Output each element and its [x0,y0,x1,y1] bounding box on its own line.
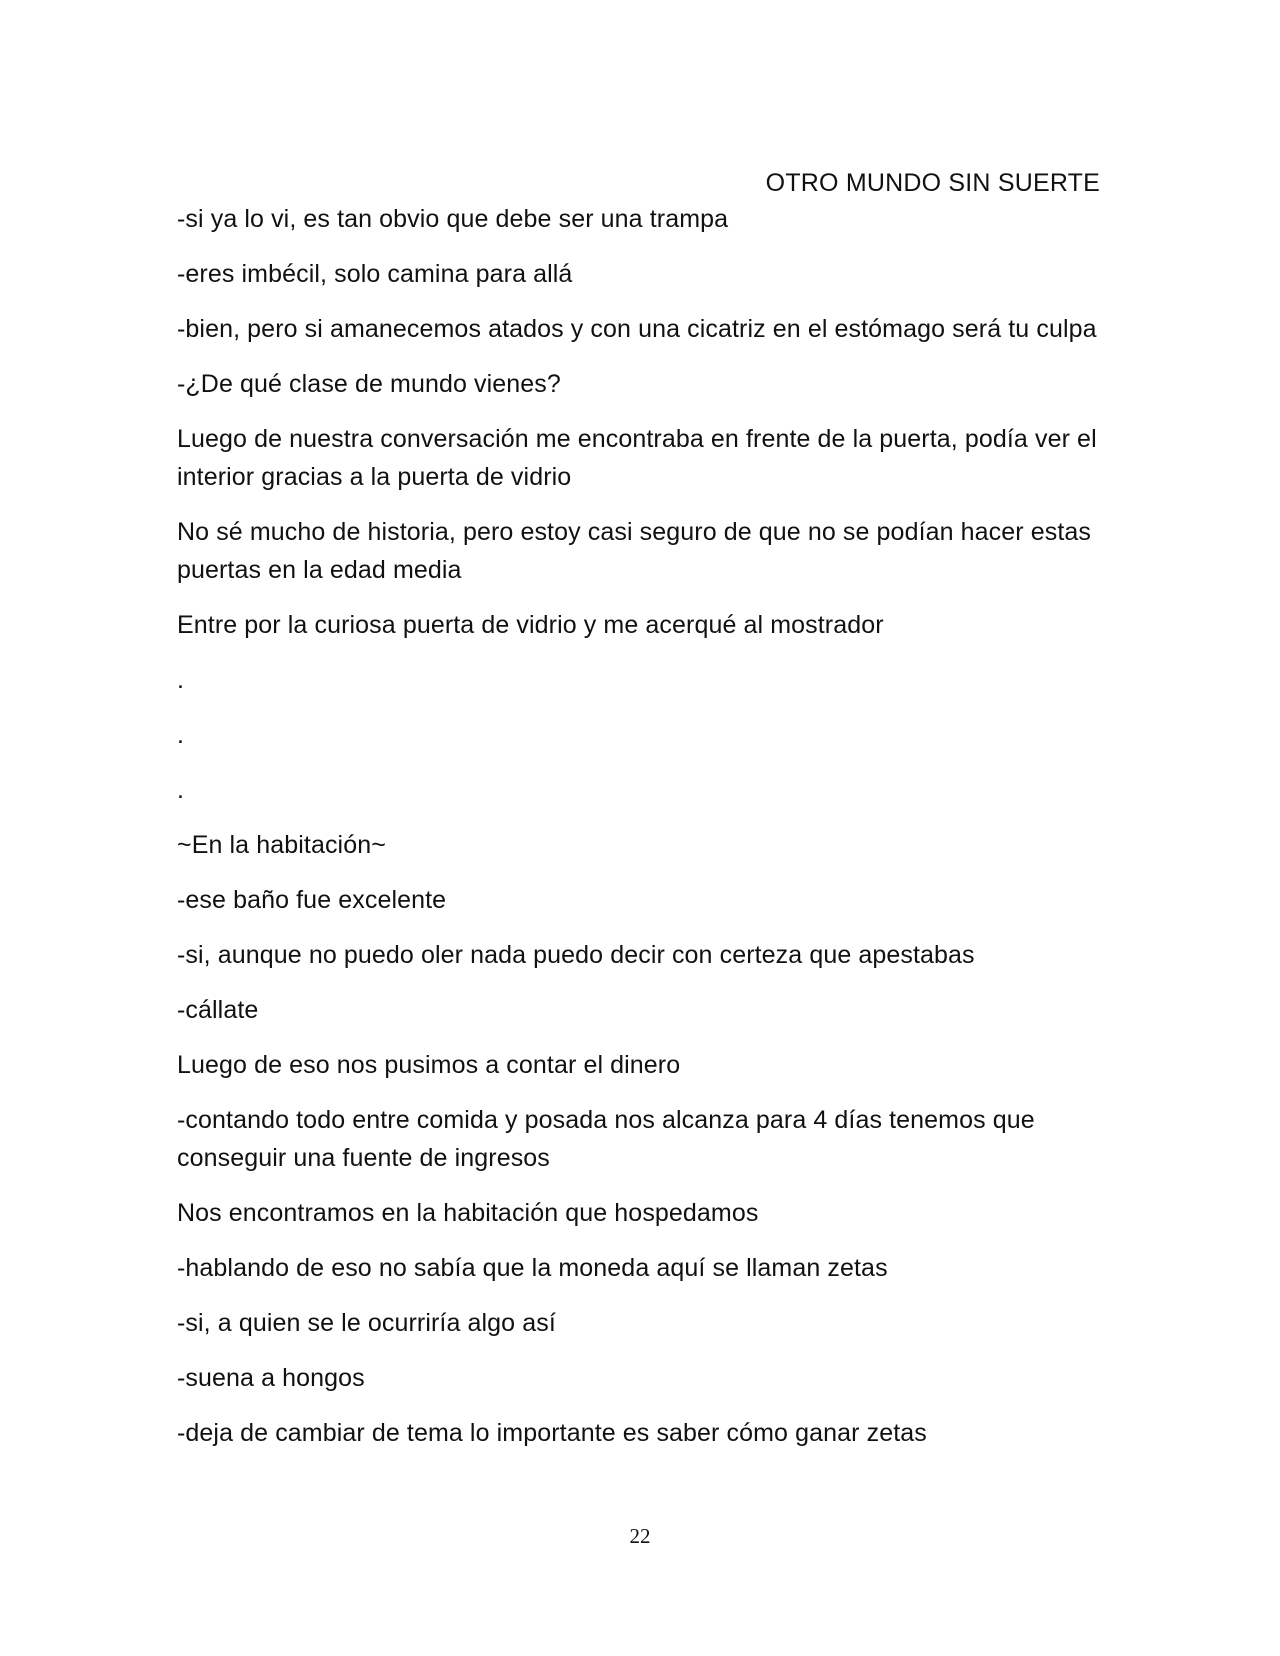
scene-break-dot: . [177,721,185,749]
paragraph: -¿De qué clase de mundo vienes? [177,370,561,398]
paragraph: -si, aunque no puedo oler nada puedo decir con certeza que apestabas [177,941,975,969]
scene-break-dot: . [177,776,185,804]
paragraph: -deja de cambiar de tema lo importante es saber cómo ganar zetas [177,1419,927,1447]
paragraph: No sé mucho de historia, pero estoy casi seguro de que no se podían hacer estas puertas en la edad media [177,518,1092,584]
paragraph: -si, a quien se le ocurriría algo así [177,1309,556,1337]
paragraph: Nos encontramos en la habitación que hospedamos [177,1199,759,1227]
paragraph: -suena a hongos [177,1364,365,1392]
paragraph: Entre por la curiosa puerta de vidrio y me acerqué al mostrador [177,611,884,639]
page-number: 22 [629,1524,651,1548]
paragraph: -si ya lo vi, es tan obvio que debe ser una trampa [177,205,729,233]
running-header: OTRO MUNDO SIN SUERTE [765,169,1100,197]
paragraph: -ese baño fue excelente [177,886,447,914]
paragraph: -bien, pero si amanecemos atados y con una cicatriz en el estómago será tu culpa [177,315,1097,343]
scene-heading: ~En la habitación~ [177,831,386,859]
paragraph: -hablando de eso no sabía que la moneda aquí se llaman zetas [177,1254,888,1282]
paragraph: Luego de nuestra conversación me encontraba en frente de la puerta, podía ver el interior gracias a la puerta de vidrio [177,425,1097,491]
paragraph: -eres imbécil, solo camina para allá [177,260,573,288]
paragraph: -contando todo entre comida y posada nos alcanza para 4 días tenemos que conseguir una fuente de ingresos [177,1106,1035,1172]
paragraph: Luego de eso nos pusimos a contar el dinero [177,1051,681,1079]
scene-break-dot: . [177,666,185,694]
page-body [177,200,1097,1469]
paragraph: -cállate [177,996,259,1024]
